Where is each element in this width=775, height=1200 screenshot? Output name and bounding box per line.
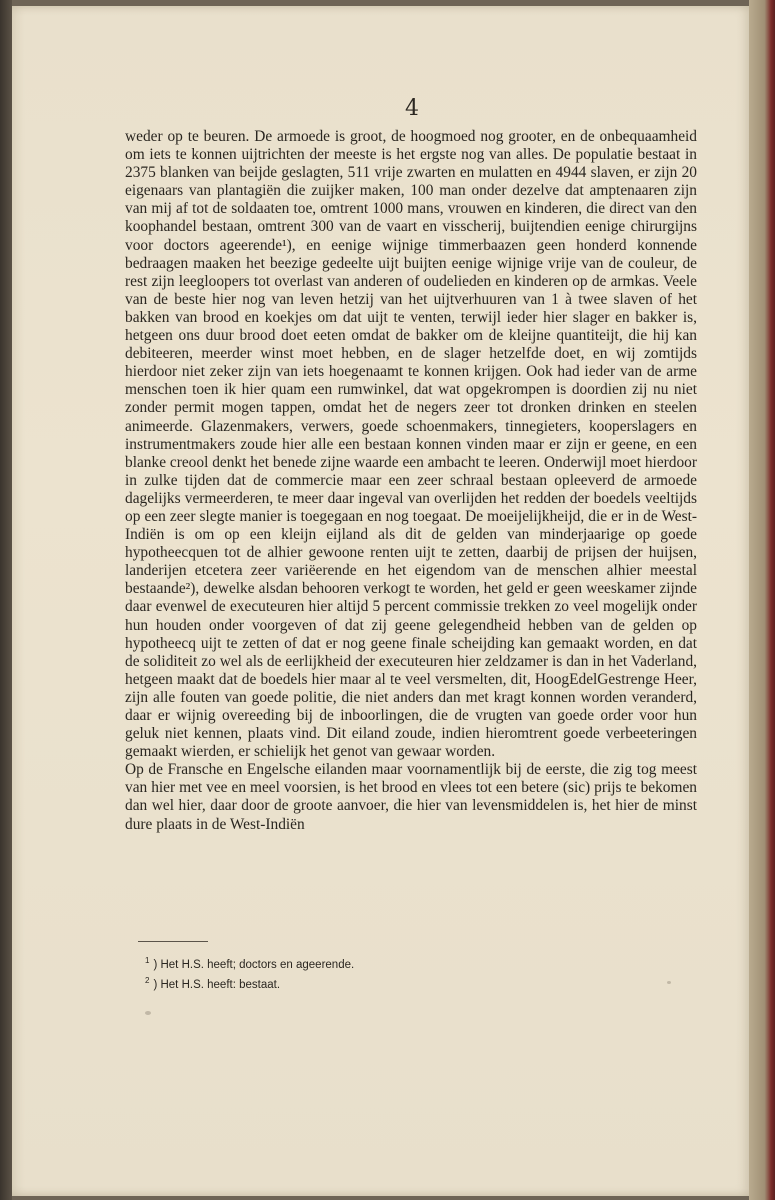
book-spine [0, 0, 12, 1200]
page-number: 4 [405, 96, 419, 121]
paragraph-2: Op de Fransche en Engelsche eilanden maar voornamentlijk bij de eerste, die zig tog meest van hier met vee en meel voorsien, is het brood en vlees tot een betere (sic) prijs te bekomen dan wel hier, daar door de groote aanvoer, die hier van levensmiddelen is, het hier de minst dure plaats in de West-Indiën [125, 761, 697, 833]
footnote-2 [145, 973, 545, 993]
body-text [125, 128, 697, 834]
footnote-divider [138, 941, 208, 942]
paragraph-1: weder op te beuren. De armoede is groot, de hoogmoed nog grooter, en de onbequaamheid om iets te konnen uijtrichten der meeste is het ergste nog van alles. De populatie bestaat in 2375 blanken van beijde geslagten, 511 vrije zwarten en mulatten en 4944 slaven, er zijn 20 eigenaars van plantagiën die zuijker maken, 100 man onder dezelve dat amptenaaren zijn van mij af tot de soldaaten toe, omtrent 1000 mans, vrouwen en kinderen, die direct van den koophandel bestaan, omtrent 300 van de vaart en visscherij, buijtendien eenige chirurgijns voor doctors ageerende¹), en eenige wijnige timmerbaazen geen honderd konnende bedraagen maaken het beezige gedeelte uijt buijten eenige wijnige vrije van de couleur, de rest zijn leegloopers tot overlast van anderen of oudelieden en kinderen op de armkas. Veele van de beste hier nog van leven hetzij van het uijtverhuuren van 1 à twee slaven of het bakken van brood en koekjes om dat uijt te venten, terwijl ieder hier slager en bakker is, hetgeen ons duur brood doet eeten omdat de bakker om de kleijne quantiteijt, die hij kan debiteeren, meerder winst moet hebben, en de slager hetzelfde doet, en wij zomtijds hierdoor niet zeker zijn van iets hoegenaamt te konnen krijgen. Ook had ieder van de arme menschen toen ik hier quam een rumwinkel, dat wat opgekrompen is doordien zij nu niet zonder permit mogen tappen, omdat het de negers zeer tot dronken drinken en steelen animeerde. Glazenmakers, verwers, goede schoenmakers, tinnegieters, kooperslagers en instrumentmakers zoude hier alle een bestaan konnen vinden maar er zijn er geene, en een blanke creool denkt het benede zijne waarde een ambacht te leeren. Onderwijl moet hierdoor in zulke tijden dat de commercie maar een zeer schraal bestaan opleeverd de armoede dagelijks vermeerderen, te meer daar ingeval van overlijden het redden der boedels veeltijds op een zeer slegte manier is toegegaan en nog toegaat. De moeijelijkheijd, die er in de West-Indiën is om op een kleijn eijland als dit de gelden van minderjaarige op goede hypotheecquen tot de alhier gewoone renten uijt te zetten, daarbij de prijsen der huijsen, landerijen etcetera zeer variëerende en het eigendom van de menschen alhier meestal bestaande²), dewelke alsdan behooren verkogt te worden, het geld er geen weeskamer zijnde daar evenwel de executeuren hier altijd 5 percent commissie trekken zo veel mogelijk onder hun houden onder voorgeven of dat zij geene gelegendheid hebben van de gelden op hypotheecq uijt te zetten of dat er nog geene finale scheijding kan gemaakt worden, en dat de soliditeit zo wel als de eerlijkheid der executeuren hier zeldzamer is dan in het Vaderland, hetgeen maakt dat de boedels hier maar al te veel versmelten, dit, HoogEdelGestrenge Heer, zijn alle fouten van goede politie, die niet anders dan met kragt konnen worden veranderd, daar er wijnig overeeding bij de inboorlingen, die de vrugten van goede order voor hun geluk niet kennen, plaats vind. Dit eiland zoude, indien hieromtrent goede verbeeteringen gemaakt wierden, er schielijk het genot van gewaar worden. [125, 128, 697, 761]
footnotes [145, 953, 545, 993]
footnote-text: ) Het H.S. heeft: bestaat. [153, 978, 281, 991]
page-edge [749, 0, 775, 1200]
paper-speck [667, 981, 671, 984]
footnote-mark: 2 [145, 975, 150, 985]
footnote-mark: 1 [145, 956, 150, 965]
footnote-text: ) Het H.S. heeft; doctors en ageerende. [153, 958, 355, 971]
paper-speck [145, 1011, 151, 1015]
footnote-1 [145, 953, 545, 973]
